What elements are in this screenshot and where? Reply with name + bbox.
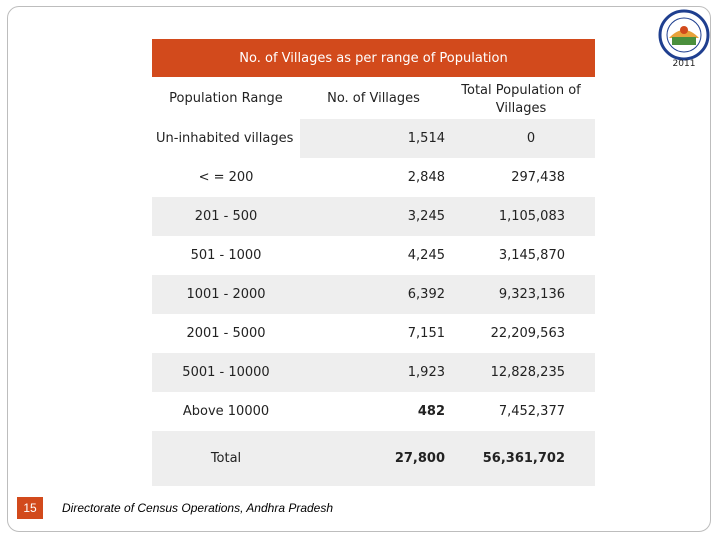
table-total-population: 56,361,702 (482, 451, 565, 466)
logo-year: 2011 (672, 59, 696, 69)
table-cell-range: Un-inhabited villages (156, 131, 294, 146)
table-cell-range: < = 200 (198, 170, 254, 185)
table-cell-population: 3,145,870 (498, 248, 565, 263)
table-cell-population: 297,438 (511, 170, 565, 185)
table-cell-population: 7,452,377 (498, 404, 565, 419)
table-cell-population: 0 (526, 131, 536, 146)
table-cell-population: 1,105,083 (498, 209, 565, 224)
table-cell-villages: 1,923 (407, 365, 445, 380)
header-no-of-villages: No. of Villages (327, 91, 420, 106)
table-cell-villages: 482 (417, 404, 445, 419)
table-cell-population: 22,209,563 (490, 326, 565, 341)
table-cell-villages: 6,392 (407, 287, 445, 302)
table-cell-villages: 7,151 (407, 326, 445, 341)
table-cell-villages: 4,245 (407, 248, 445, 263)
table-cell-range: 1001 - 2000 (186, 287, 266, 302)
footer-source: Directorate of Census Operations, Andhra Pradesh (62, 501, 334, 515)
table-cell-villages: 1,514 (407, 131, 445, 146)
table-cell-population: 9,323,136 (498, 287, 565, 302)
census-logo-icon (655, 8, 713, 70)
table-cell-range: 2001 - 5000 (186, 326, 266, 341)
table-title: No. of Villages as per range of Population (152, 39, 595, 77)
table-total-label: Total (210, 451, 242, 466)
header-population-range: Population Range (169, 91, 283, 106)
table-cell-range: 5001 - 10000 (182, 365, 270, 380)
table-cell-range: 201 - 500 (194, 209, 258, 224)
table-cell-villages: 3,245 (407, 209, 445, 224)
table-cell-villages: 2,848 (407, 170, 445, 185)
table-total-villages: 27,800 (394, 451, 445, 466)
table-cell-population: 12,828,235 (490, 365, 565, 380)
header-total-population: Total Population of Villages (461, 83, 581, 116)
page-number-badge: 15 (17, 497, 43, 519)
table-cell-range: Above 10000 (182, 404, 270, 419)
table-cell-range: 501 - 1000 (190, 248, 262, 263)
